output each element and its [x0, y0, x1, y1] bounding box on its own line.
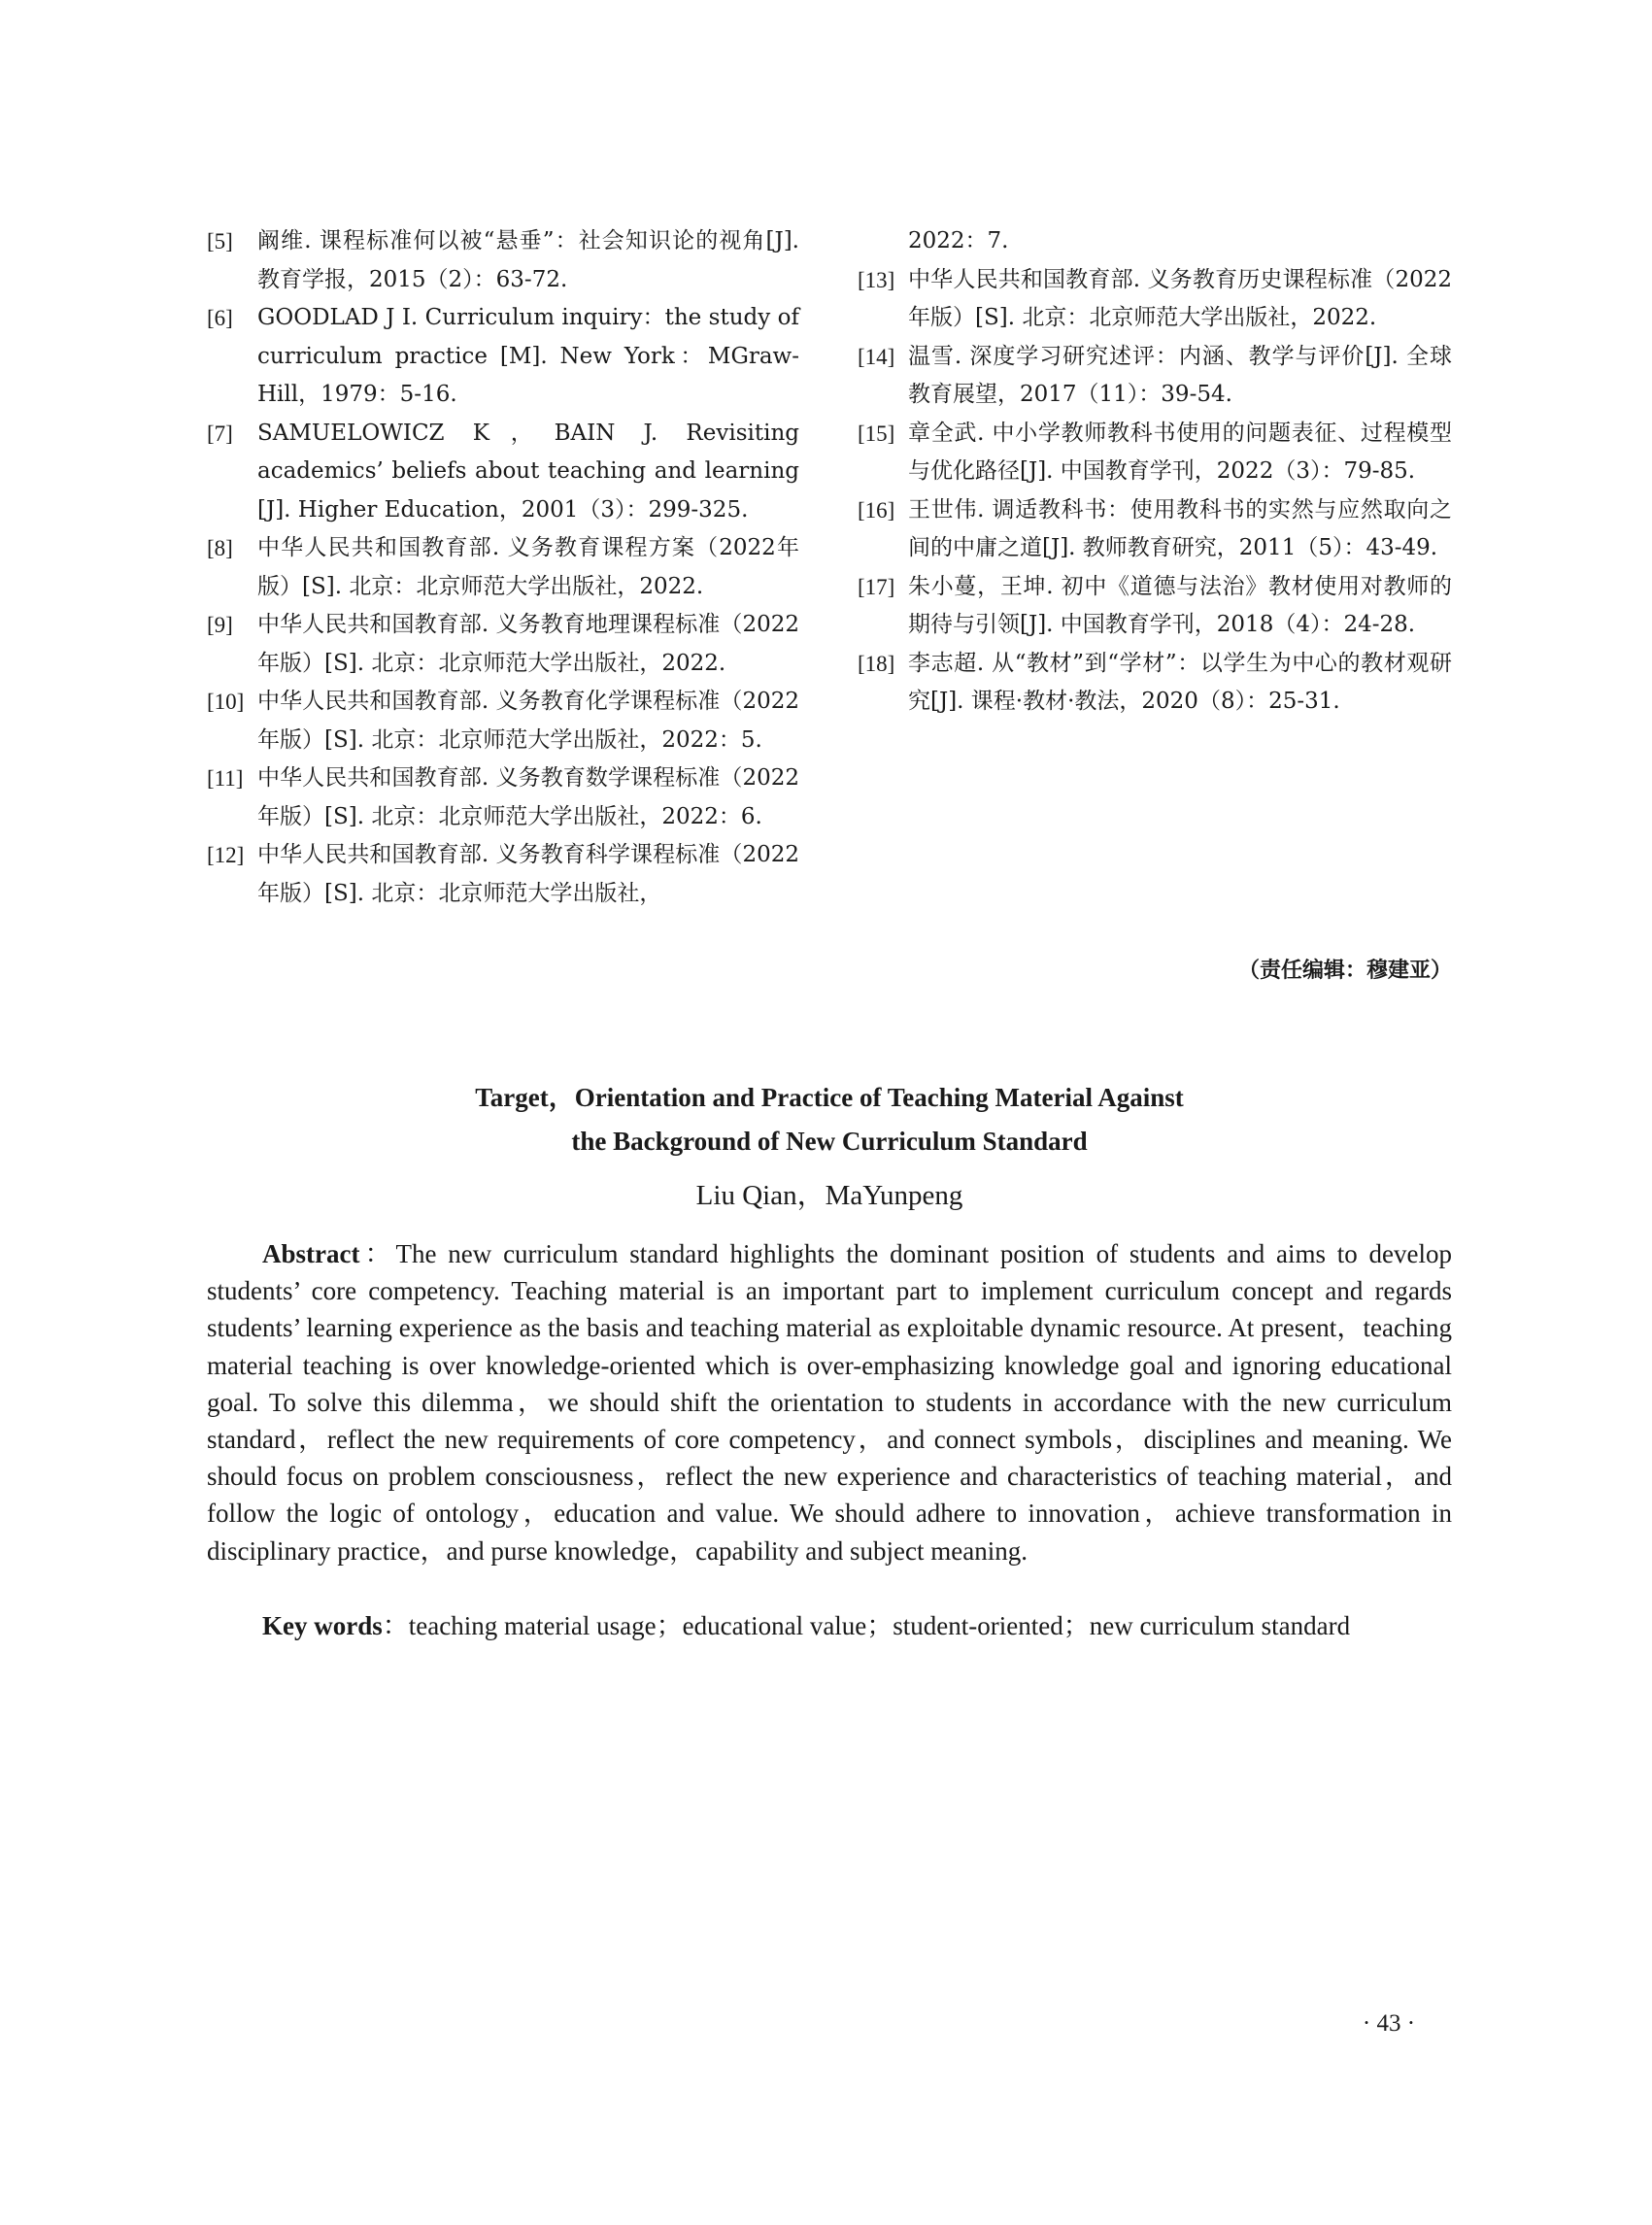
reference-text: 王世伟. 调适教科书：使用教科书的实然与应然取向之间的中庸之道[J]. 教师教育研究，2011（5）：43-49. [908, 496, 1452, 560]
reference-6 [207, 299, 799, 415]
reference-number: [10] [207, 690, 245, 714]
reference-text: 中华人民共和国教育部. 义务教育地理课程标准（2022年版）[S]. 北京：北京师范大学出版社，2022. [257, 612, 799, 676]
reference-number: [7] [207, 421, 233, 446]
reference-text: 中华人民共和国教育部. 义务教育科学课程标准（2022 年版）[S]. 北京：北京师范大学出版社， [257, 842, 799, 906]
reference-14 [858, 338, 1452, 415]
reference-text: 中华人民共和国教育部. 义务教育化学课程标准（2022 年版）[S]. 北京：北京师范大学出版社，2022：5. [257, 689, 799, 753]
reference-number: [15] [858, 421, 895, 446]
reference-number: [5] [207, 229, 233, 253]
keywords-separator: ： [382, 1611, 409, 1640]
english-abstract [207, 1235, 1452, 1569]
reference-number: [16] [858, 497, 895, 523]
abstract-label: Abstract [262, 1239, 360, 1268]
reference-5 [207, 222, 799, 299]
reference-15 [858, 415, 1452, 491]
reference-text: 中华人民共和国教育部. 义务教育课程方案（2022年版）[S]. 北京：北京师范大学出版社，2022. [257, 535, 799, 599]
reference-number: [6] [207, 306, 233, 330]
reference-number: [13] [858, 267, 895, 292]
reference-number: [11] [207, 766, 244, 791]
abstract-separator: ： [359, 1239, 396, 1268]
reference-16 [858, 491, 1452, 568]
english-authors: Liu Qian，MaYunpeng [695, 1180, 963, 1211]
references-left-column [207, 222, 799, 913]
reference-text: 中华人民共和国教育部. 义务教育历史课程标准（2022 年版）[S]. 北京：北京师范大学出版社，2022. [908, 266, 1452, 330]
abstract-text: The new curriculum standard highlights the dominant position of students and aims to develop students’ core competency. Teaching material is an important part to implement curriculum concept and regards students’ learning experience as the basis and teaching material as exploitable dynamic resource. At present，teaching material teaching is over knowledge-oriented which is over-emphasizing knowledge goal and ignoring educational goal. To solve this dilemma，we should shift the orientation to students in accordance with the new curriculum standard，reflect the new requirements of core competency，and connect symbols，disciplines and meaning. We should focus on problem consciousness，reflect the new experience and characteristics of teaching material，and follow the logic of ontology，education and value. We should adhere to innovation，achieve transformation in disciplinary practice，and purse knowledge，capability and subject meaning. [207, 1239, 1452, 1566]
reference-number: [14] [858, 344, 895, 369]
page-number: · 43 · [1362, 2010, 1416, 2037]
reference-number: [12] [207, 843, 245, 867]
english-keywords [207, 1607, 1452, 1644]
reference-text: SAMUELOWICZ K，BAIN J. Revisiting academics’ beliefs about teaching and learning [J]. Higher Education，2001（3）：299-325. [257, 420, 799, 523]
keywords-text: teaching material usage；educational value；student-oriented；new curriculum standard [408, 1611, 1351, 1640]
reference-10 [207, 683, 799, 759]
english-title-line-2: the Background of New Curriculum Standard [571, 1127, 1088, 1156]
reference-text: GOODLAD J I. Curriculum inquiry：the study of curriculum practice [M]. New York：MGraw-Hill，1979：5-16. [257, 305, 799, 407]
reference-text: 章全武. 中小学教师教科书使用的问题表征、过程模型与优化路径[J]. 中国教育学刊，2022（3）：79-85. [908, 420, 1452, 484]
keywords-label: Key words [262, 1611, 383, 1640]
english-title-line-1: Target，Orientation and Practice of Teaching Material Against [475, 1083, 1184, 1112]
reference-11 [207, 759, 799, 836]
reference-number: [18] [858, 651, 895, 676]
reference-18 [858, 645, 1452, 722]
english-title [207, 1076, 1452, 1163]
references-right-column [858, 222, 1452, 722]
reference-number: [17] [858, 574, 895, 599]
reference-8 [207, 529, 799, 606]
reference-text: 阚维. 课程标准何以被“悬垂”：社会知识论的视角[J]. 教育学报，2015（2）：63-72. [257, 228, 799, 292]
reference-12 [207, 836, 799, 913]
reference-7 [207, 415, 799, 530]
reference-text: 中华人民共和国教育部. 义务教育数学课程标准（2022 年版）[S]. 北京：北京师范大学出版社，2022：6. [257, 765, 799, 829]
reference-text: 李志超. 从“教材”到“学材”：以学生为中心的教材观研究[J]. 课程·教材·教法，2020（8）：25-31. [908, 650, 1452, 714]
reference-9 [207, 606, 799, 683]
reference-13 [858, 261, 1452, 338]
reference-text: 朱小蔓，王坤. 初中《道德与法治》教材使用对教师的期待与引领[J]. 中国教育学刊，2018（4）：24-28. [908, 573, 1452, 637]
reference-number: [8] [207, 536, 233, 560]
reference-17 [858, 568, 1452, 645]
reference-number: [9] [207, 613, 233, 637]
reference-12-continuation: 2022：7. [908, 228, 1009, 253]
reference-text: 温雪. 深度学习研究述评：内涵、教学与评价[J]. 全球教育展望，2017（11）：39-54. [908, 343, 1452, 407]
responsible-editor-note: （责任编辑：穆建亚） [1237, 959, 1452, 983]
